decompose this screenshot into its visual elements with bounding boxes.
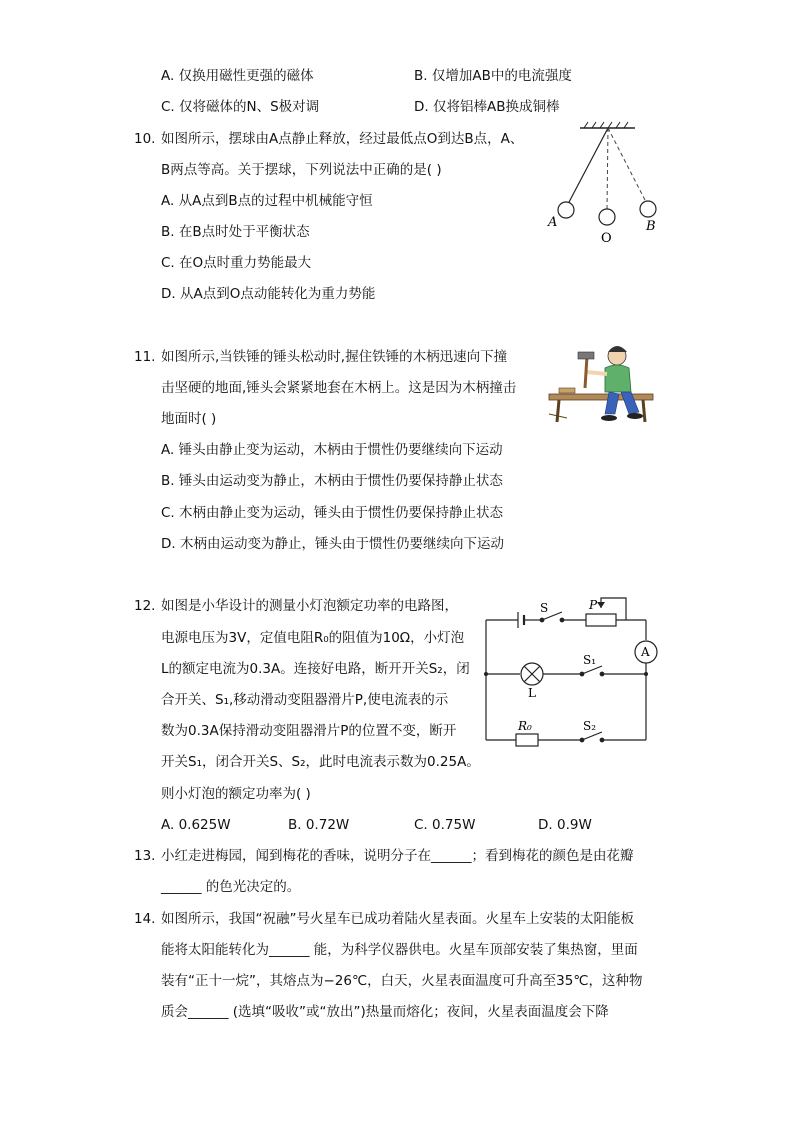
- q10-option-b: B. 在B点时处于平衡状态: [161, 224, 310, 240]
- q12-stem-line-2: 电源电压为3V，定值电阻R₀的阻值为10Ω，小灯泡: [161, 630, 465, 646]
- q14-stem-line-3: 装有“正十一烷”，其熔点为−26℃，白天，火星表面温度可升高至35℃，这种物: [161, 973, 643, 989]
- circuit-diagram: [480, 592, 662, 752]
- resistor-r0: [516, 734, 538, 746]
- label-r0: R₀: [518, 719, 532, 733]
- q12-option-b: B. 0.72W: [288, 817, 350, 833]
- q11-option-d: D. 木柄由运动变为静止，锤头由于惯性仍要继续向下运动: [161, 536, 504, 552]
- label-ammeter: A: [641, 645, 650, 659]
- q9-option-d: D. 仅将铝棒AB换成铜棒: [414, 99, 560, 115]
- q9-option-b: B. 仅增加AB中的电流强度: [414, 68, 572, 84]
- q11-stem-line-3: 地面时( ): [161, 411, 217, 427]
- q10-number: 10.: [134, 131, 156, 147]
- q10-stem-line-2: B两点等高。关于摆球，下列说法中正确的是( ): [161, 162, 442, 178]
- q14-stem-line-1: 如图所示，我国“祝融”号火星车已成功着陆火星表面。火星车上安装的太阳能板: [161, 911, 634, 927]
- label-s: S: [540, 601, 549, 615]
- q14-number: 14.: [134, 911, 156, 927]
- label-b: B: [646, 219, 656, 234]
- ball-a: [558, 202, 574, 218]
- q12-stem-line-1: 如图是小华设计的测量小灯泡额定功率的电路图，: [161, 598, 458, 614]
- q12-stem-line-3: L的额定电流为0.3A。连接好电路，断开开关S₂，闭: [161, 661, 470, 677]
- ball-o: [599, 209, 615, 225]
- label-s1: S₁: [583, 653, 597, 667]
- q11-stem-line-1: 如图所示,当铁锤的锤头松动时,握住铁锤的木柄迅速向下撞: [161, 349, 508, 365]
- q10-option-c: C. 在O点时重力势能最大: [161, 255, 312, 271]
- q12-stem-line-7: 则小灯泡的额定功率为( ): [161, 786, 311, 802]
- q12-option-c: C. 0.75W: [414, 817, 476, 833]
- switch-s1: [582, 666, 602, 674]
- hammer-man-illustration: [545, 342, 663, 427]
- switch-s2: [582, 732, 602, 740]
- q12-stem-line-4: 合开关、S₁,移动滑动变阻器滑片P,使电流表的示: [161, 692, 449, 708]
- q11-number: 11.: [134, 349, 156, 365]
- q10-option-d: D. 从A点到O点动能转化为重力势能: [161, 286, 376, 302]
- q12-number: 12.: [134, 598, 156, 614]
- q13-stem-line-1: 小红走进梅园，闻到梅花的香味，说明分子在______；看到梅花的颜色是由花瓣: [161, 848, 634, 864]
- q13-stem-line-2: ______ 的色光决定的。: [161, 879, 301, 895]
- q13-number: 13.: [134, 848, 156, 864]
- q12-option-a: A. 0.625W: [161, 817, 231, 833]
- label-s2: S₂: [583, 719, 597, 733]
- label-p: P: [589, 598, 598, 612]
- q10-option-a: A. 从A点到B点的过程中机械能守恒: [161, 193, 373, 209]
- q9-option-a: A. 仅换用磁性更强的磁体: [161, 68, 314, 84]
- q10-stem-line-1: 如图所示，摆球由A点静止释放，经过最低点O到达B点，A、: [161, 131, 524, 147]
- q11-option-a: A. 锤头由静止变为运动，木柄由于惯性仍要继续向下运动: [161, 442, 503, 458]
- q12-stem-line-6: 开关S₁，闭合开关S、S₂，此时电流表示数为0.25A。: [161, 754, 480, 770]
- label-l: L: [528, 686, 536, 700]
- q11-stem-line-2: 击坚硬的地面,锤头会紧紧地套在木柄上。这是因为木柄撞击: [161, 380, 517, 396]
- label-a: A: [548, 215, 558, 230]
- q14-stem-line-4: 质会______ (选填“吸收”或“放出”)热量而熔化；夜间，火星表面温度会下降: [161, 1004, 609, 1020]
- q14-stem-line-2: 能将太阳能转化为______ 能，为科学仪器供电。火星车顶部安装了集热窗，里面: [161, 942, 638, 958]
- q12-stem-line-5: 数为0.3A保持滑动变阻器滑片P的位置不变，断开: [161, 723, 457, 739]
- label-o: O: [601, 231, 612, 246]
- q11-option-b: B. 锤头由运动变为静止，木柄由于惯性仍要保持静止状态: [161, 473, 503, 489]
- q12-option-d: D. 0.9W: [538, 817, 592, 833]
- q11-option-c: C. 木柄由静止变为运动，锤头由于惯性仍要保持静止状态: [161, 505, 504, 521]
- pendulum-figure: [540, 120, 670, 250]
- rheostat: [586, 614, 616, 626]
- ball-b: [640, 201, 656, 217]
- q9-option-c: C. 仅将磁体的N、S极对调: [161, 99, 320, 115]
